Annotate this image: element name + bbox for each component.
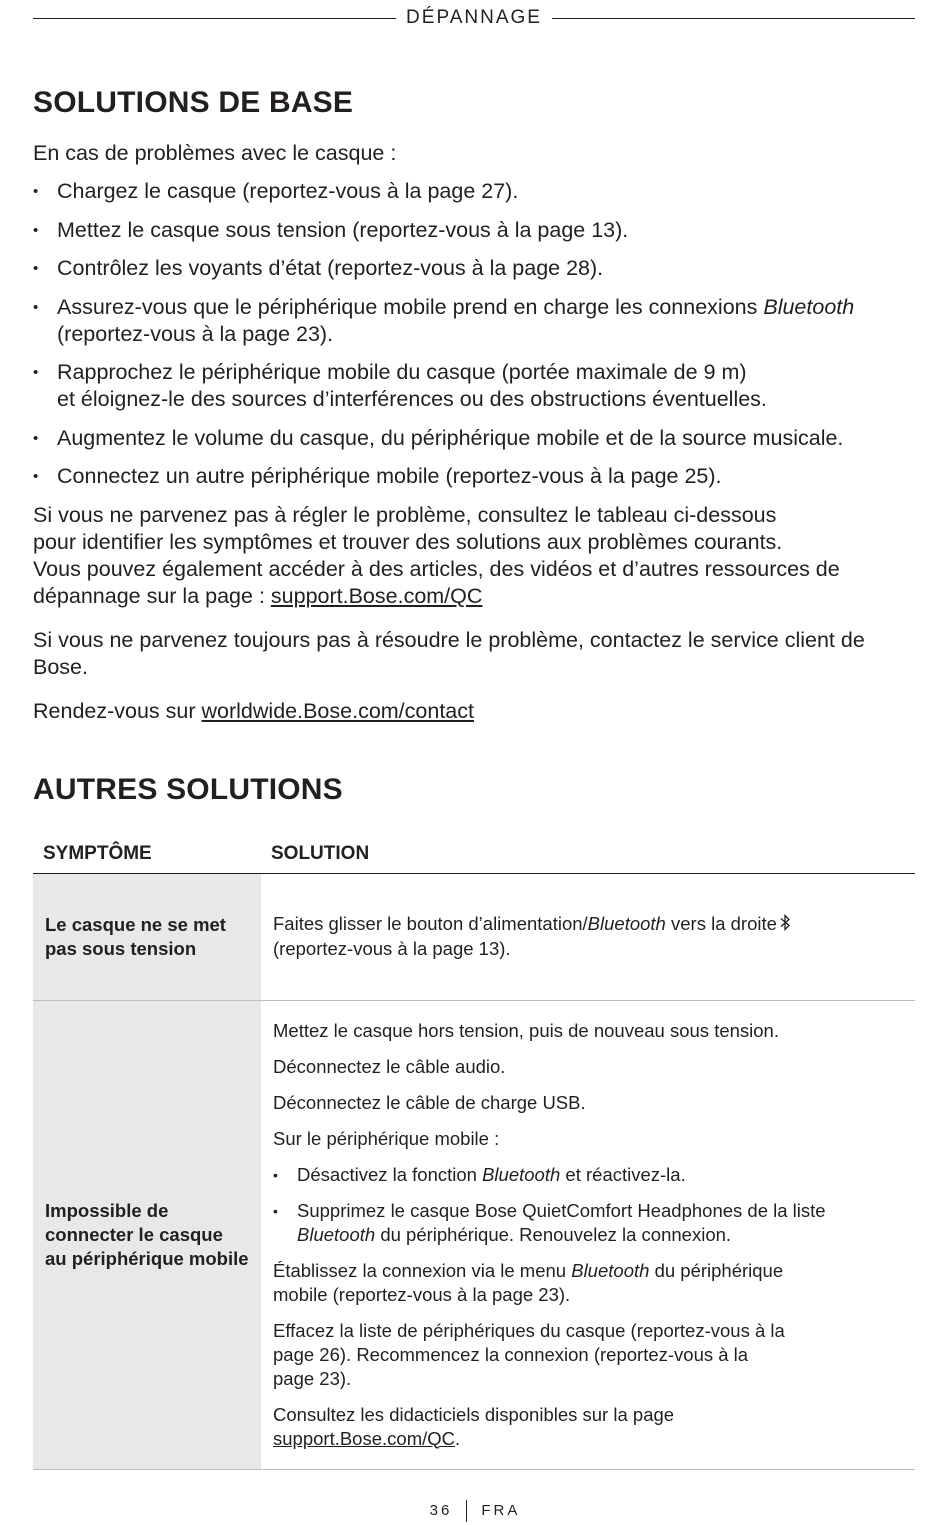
basic-bullet-list [33,178,915,490]
page-header [33,6,915,30]
page-content [33,86,915,1470]
bluetooth-icon [780,913,791,937]
tutorial-link[interactable]: support.Bose.com/QC [273,1427,455,1449]
list-item: • Désactivez la fonction Bluetooth et réactivez-la. [273,1163,903,1187]
intro-text: En cas de problèmes avec le casque : [33,141,397,165]
section-title-other: AUTRES SOLUTIONS [33,772,343,806]
worldwide-contact-link[interactable]: worldwide.Bose.com/contact [201,698,474,723]
table-row [33,1000,915,1469]
header-rule-left [33,18,396,19]
bullet-item: • Augmentez le volume du casque, du périphérique mobile et de la source musicale. [33,425,915,452]
solution-cell: Mettez le casque hors tension, puis de nouveau sous tension. Déconnectez le câble audio. Déconnectez le câble de charge USB. Sur le périphérique mobile : • Désactivez la fonction Bluetooth et réactivez-la. • Supprimez le casque Bose QuietComfort Headphones de la liste Bluetooth du périphérique. Renouvelez la connexion. Établissez la connexion via le menu Bluetooth du périphérique mobile (reportez-vous à la page 23). Effacez la liste de périphériques du casque (reportez-vous à la page 26). Recommencez la connexion (reportez-vous à la page 23). Consultez les didacticiels disponibles sur la page support.Bose.com/QC. [261,1000,915,1469]
footer-separator [466,1500,467,1522]
column-header-solution: SOLUTION [261,843,915,874]
bullet-item: • Assurez-vous que le périphérique mobile prend en charge les connexions Bluetooth (reportez-vous à la page 23). [33,294,915,348]
table-header-row [33,843,915,874]
header-title: DÉPANNAGE [406,7,542,28]
paragraph-worldwide: Rendez-vous sur worldwide.Bose.com/contact [33,698,474,723]
bullet-item: • Connectez un autre périphérique mobile (reportez-vous à la page 25). [33,463,915,490]
page-number: 36 [429,1501,453,1519]
paragraph-support: Si vous ne parvenez pas à régler le problème, consultez le tableau ci-dessous pour identifier les symptômes et trouver des solutions aux problèmes courants. Vous pouvez également accéder à des articles, des vidéos et d’autres ressources de dépannage sur la page : support.Bose.com/QC [33,502,840,608]
symptom-cell: Impossible de connecter le casque au périphérique mobile [33,1000,261,1469]
table-row [33,873,915,1000]
bullet-item: • Chargez le casque (reportez-vous à la page 27). [33,178,915,205]
support-link[interactable]: support.Bose.com/QC [270,583,483,608]
language-code: FRA [481,1501,521,1519]
solution-bullet-list [273,1163,903,1247]
troubleshooting-table [33,843,915,1470]
symptom-cell: Le casque ne se met pas sous tension [33,873,261,1000]
solution-cell: Faites glisser le bouton d’alimentation/Bluetooth vers la droite (reportez-vous à la page 13). [261,873,915,1000]
list-item: • Supprimez le casque Bose QuietComfort Headphones de la liste Bluetooth du périphérique. Renouvelez la connexion. [273,1199,903,1247]
column-header-symptom: SYMPTÔME [33,843,261,874]
bullet-item: • Contrôlez les voyants d’état (reportez-vous à la page 28). [33,255,915,282]
bullet-item: • Mettez le casque sous tension (reportez-vous à la page 13). [33,217,915,244]
page-footer [0,1500,950,1522]
bullet-item: • Rapprochez le périphérique mobile du casque (portée maximale de 9 m) et éloignez-le des sources d’interférences ou des obstructions éventuelles. [33,359,915,413]
section-title-basic: SOLUTIONS DE BASE [33,86,354,119]
paragraph-contact: Si vous ne parvenez toujours pas à résoudre le problème, contactez le service client de Bose. [33,627,865,679]
header-rule-right [552,18,915,19]
